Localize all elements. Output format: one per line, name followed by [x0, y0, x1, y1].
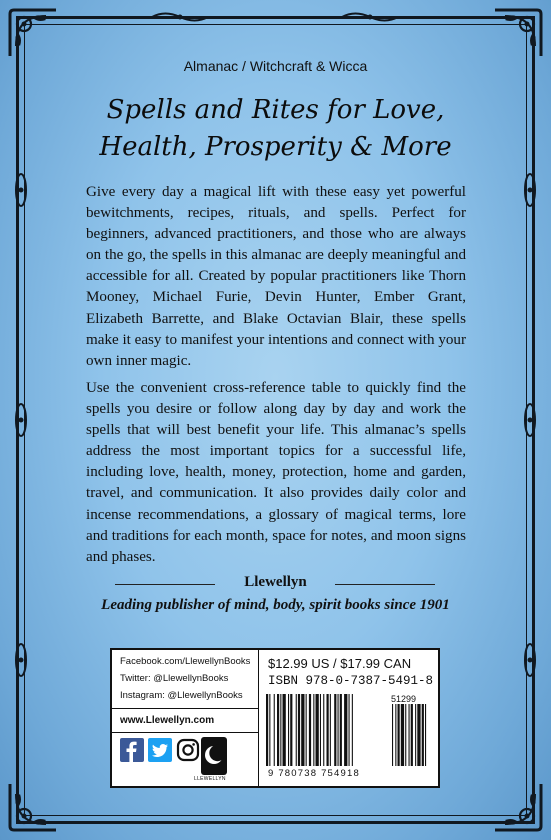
isbn-label: ISBN 978-0-7387-5491-8 [268, 674, 434, 688]
website-link[interactable]: www.Llewellyn.com [120, 715, 215, 726]
facebook-icon[interactable] [120, 738, 144, 762]
instagram-handle[interactable]: Instagram: @LlewellynBooks [120, 690, 243, 701]
description-paragraph-1: Give every day a magical lift with these easy yet powerful bewitchments, recipes, rituals, and spells. Perfect for beginners, advanced practitioners, and those who are always on the go, the spells in this almanac are deeply meaningful and accessible for all. Created by popular practitioners like Thorn Mooney, Michael Furie, Devin Hunter, Ember Grant, Elizabeth Barrette, and Blake Octavian Blair, these spells make it easy to manifest your intentions and connect with your own inner magic. [86, 184, 466, 369]
info-box [110, 648, 440, 788]
corner-flourish-icon [491, 6, 545, 60]
facebook-handle[interactable]: Facebook.com/LlewellynBooks [120, 656, 251, 667]
moon-logo-icon [200, 736, 228, 776]
scroll-ornament-icon [150, 10, 210, 24]
scroll-ornament-icon [523, 170, 537, 210]
scroll-ornament-icon [14, 640, 28, 680]
publisher-tagline: Leading publisher of mind, body, spirit books since 1901 [101, 597, 450, 613]
scroll-ornament-icon [14, 170, 28, 210]
headline-line-1: Spells and Rites for Love, [106, 95, 445, 125]
description-paragraph-2: Use the convenient cross-reference table to quickly find the spells you desire or follow along day by day and work the spells that will best benefit your life. This almanac’s spells address the most important topics for a successful life, including love, health, money, protection, home and garden, travel, and communication. It also provides daily color and incense recommendations, a glossary of magical terms, lore and traditions for each month, space for notes, and moon signs and phases. [86, 380, 466, 565]
divider [112, 708, 258, 709]
corner-flourish-icon [491, 780, 545, 834]
headline [0, 92, 551, 166]
twitter-icon[interactable] [148, 738, 172, 762]
divider [112, 732, 258, 733]
corner-flourish-icon [6, 780, 60, 834]
headline-line-2: Health, Prosperity & More [99, 132, 452, 162]
barcode-digits: 9 780738 754918 [268, 768, 360, 779]
logo-wordmark: LLEWELLYN [194, 776, 226, 782]
scroll-ornament-icon [14, 400, 28, 440]
corner-flourish-icon [6, 6, 60, 60]
price-label: $12.99 US / $17.99 CAN [268, 656, 412, 671]
category-label: Almanac / Witchcraft & Wicca [183, 58, 368, 74]
scroll-ornament-icon [340, 10, 400, 24]
instagram-icon[interactable] [176, 738, 200, 762]
scroll-ornament-icon [523, 640, 537, 680]
barcode [264, 694, 438, 766]
publisher-name: Llewellyn [244, 574, 307, 590]
scroll-ornament-icon [523, 400, 537, 440]
social-panel [112, 650, 259, 786]
price-addon-code: 51299 [391, 694, 417, 704]
twitter-handle[interactable]: Twitter: @LlewellynBooks [120, 673, 229, 684]
